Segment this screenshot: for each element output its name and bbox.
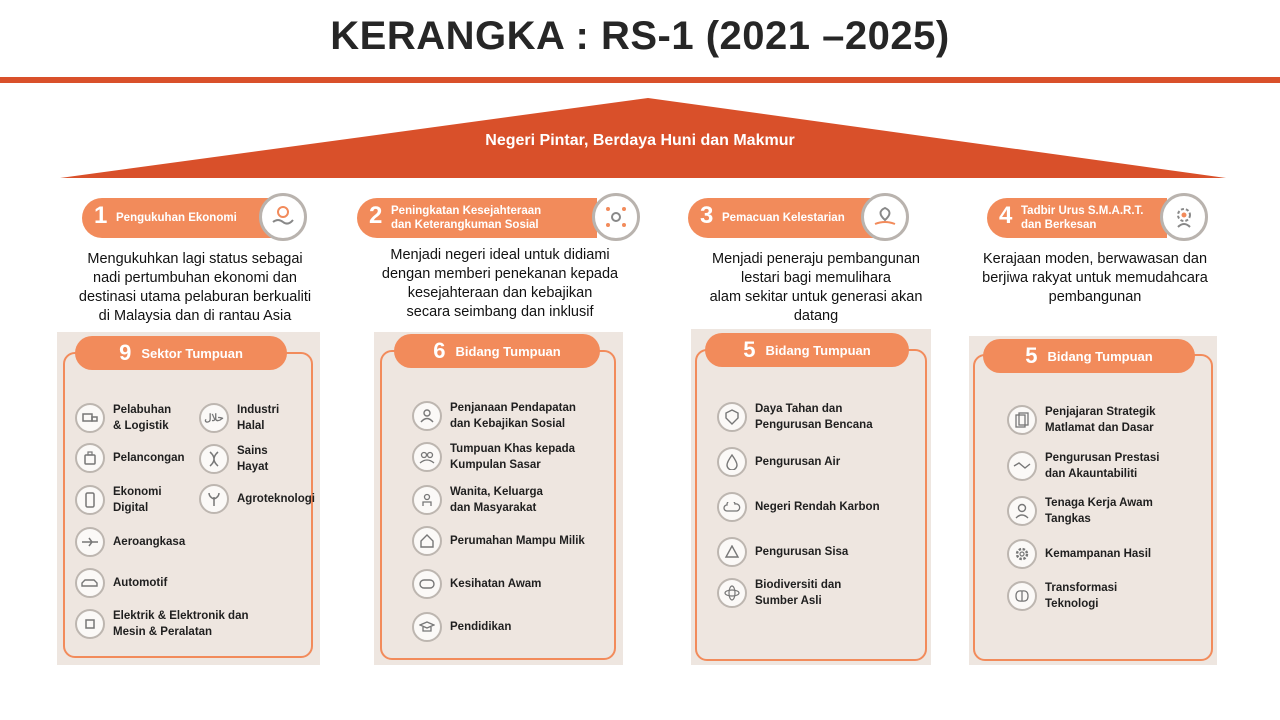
worker-icon <box>1007 496 1037 526</box>
list-item: Automotif <box>75 568 167 598</box>
list-item: حلال Industri Halal <box>199 402 279 434</box>
family-icon <box>412 485 442 515</box>
list-item: Daya Tahan dan Pengurusan Bencana <box>717 401 873 433</box>
list-item: Wanita, Keluarga dan Masyarakat <box>412 484 543 516</box>
atom-icon <box>717 578 747 608</box>
pillar-2-description: Menjadi negeri ideal untuk didiami dengan memberi penekanan kepada kesejahteraan dan kebajikan secara seimbang dan inklusif <box>381 247 619 320</box>
list-item: Pengurusan Sisa <box>717 537 848 567</box>
list-item: Pelancongan <box>75 443 185 473</box>
list-item: Pengurusan Air <box>717 447 840 477</box>
pillar-1-panel <box>57 332 320 665</box>
list-item: Penjanaan Pendapatan dan Kebajikan Sosial <box>412 400 576 432</box>
pillar-2-header <box>357 198 597 238</box>
list-item: Pendidikan <box>412 612 511 642</box>
luggage-icon <box>75 443 105 473</box>
people-network-icon <box>592 193 640 241</box>
pillar-3-panel <box>691 329 931 665</box>
list-item: Transformasi Teknologi <box>1007 580 1117 612</box>
list-item: Agroteknologi <box>199 484 315 514</box>
chip-icon <box>75 609 105 639</box>
plant-icon <box>199 484 229 514</box>
list-item: Biodiversiti dan Sumber Asli <box>717 577 841 609</box>
phone-icon <box>75 485 105 515</box>
water-drop-icon <box>717 447 747 477</box>
plane-icon <box>75 527 105 557</box>
pillar-3-description: Menjadi peneraju pembangunan lestari bagi memulihara alam sekitar untuk generasi akan datang <box>709 251 923 324</box>
vision-statement: Negeri Pintar, Berdaya Huni dan Makmur <box>485 132 795 149</box>
list-item: Penjajaran Strategik Matlamat dan Dasar <box>1007 404 1156 436</box>
pillar-label: Pengukuhan Ekonomi <box>116 212 237 224</box>
brain-icon <box>1007 581 1037 611</box>
pillar-label: Tadbir Urus S.M.A.R.T. dan Berkesan <box>1021 205 1144 231</box>
list-item: Kesihatan Awam <box>412 569 541 599</box>
focus-pill: 5 Bidang Tumpuan <box>705 333 909 367</box>
list-item: Kemampanan Hasil <box>1007 539 1151 569</box>
pillar-number: 3 <box>700 202 714 229</box>
pillar-number: 4 <box>999 202 1013 229</box>
gear-person-icon <box>1160 193 1208 241</box>
title-divider <box>0 77 1280 83</box>
pillar-4-description: Kerajaan moden, berwawasan dan berjiwa rakyat untuk memudahcara pembangunan <box>982 251 1208 305</box>
truck-icon <box>75 403 105 433</box>
pillar-label: Peningkatan Kesejahteraan dan Keterangkuman Sosial <box>391 205 542 231</box>
list-item: Perumahan Mampu Milik <box>412 526 585 556</box>
list-item: Ekonomi Digital <box>75 484 162 516</box>
group-icon <box>412 442 442 472</box>
page-title: KERANGKA : RS-1 (2021 –2025) <box>330 14 950 58</box>
focus-pill: 6 Bidang Tumpuan <box>394 334 600 368</box>
focus-pill: 9 Sektor Tumpuan <box>75 336 287 370</box>
leaf-hand-icon <box>861 193 909 241</box>
list-item: Elektrik & Elektronik dan Mesin & Peralatan <box>75 608 249 640</box>
pillar-1-header <box>82 198 282 238</box>
graduation-cap-icon <box>412 612 442 642</box>
list-item: Negeri Rendah Karbon <box>717 492 880 522</box>
pillar-1-description: Mengukuhkan lagi status sebagai nadi pertumbuhan ekonomi dan destinasi utama pelaburan berkualiti di Malaysia dan di rantau Asia <box>78 251 312 324</box>
handshake-icon <box>1007 451 1037 481</box>
pill-icon <box>412 569 442 599</box>
recycle-icon <box>717 537 747 567</box>
hand-coin-icon <box>259 193 307 241</box>
list-item: Sains Hayat <box>199 443 268 475</box>
gear-icon <box>1007 539 1037 569</box>
list-item: Pelabuhan & Logistik <box>75 402 171 434</box>
people-icon <box>412 401 442 431</box>
documents-icon <box>1007 405 1037 435</box>
cloud-icon <box>717 492 747 522</box>
house-heart-icon <box>412 526 442 556</box>
list-item: Tenaga Kerja Awam Tangkas <box>1007 495 1153 527</box>
pillar-3-header <box>688 198 878 238</box>
pillar-label: Pemacuan Kelestarian <box>722 212 845 224</box>
list-item: Pengurusan Prestasi dan Akauntabiliti <box>1007 450 1159 482</box>
pillar-4-header <box>987 198 1167 238</box>
pillar-number: 2 <box>369 202 383 229</box>
list-item: Aeroangkasa <box>75 527 185 557</box>
pillar-2-panel <box>374 332 623 665</box>
pillar-4-panel <box>969 336 1217 665</box>
halal-icon: حلال <box>199 403 229 433</box>
pillar-number: 1 <box>94 202 108 229</box>
dna-icon <box>199 444 229 474</box>
shield-icon <box>717 402 747 432</box>
list-item: Tumpuan Khas kepada Kumpulan Sasar <box>412 441 575 473</box>
car-icon <box>75 568 105 598</box>
focus-pill: 5 Bidang Tumpuan <box>983 339 1195 373</box>
